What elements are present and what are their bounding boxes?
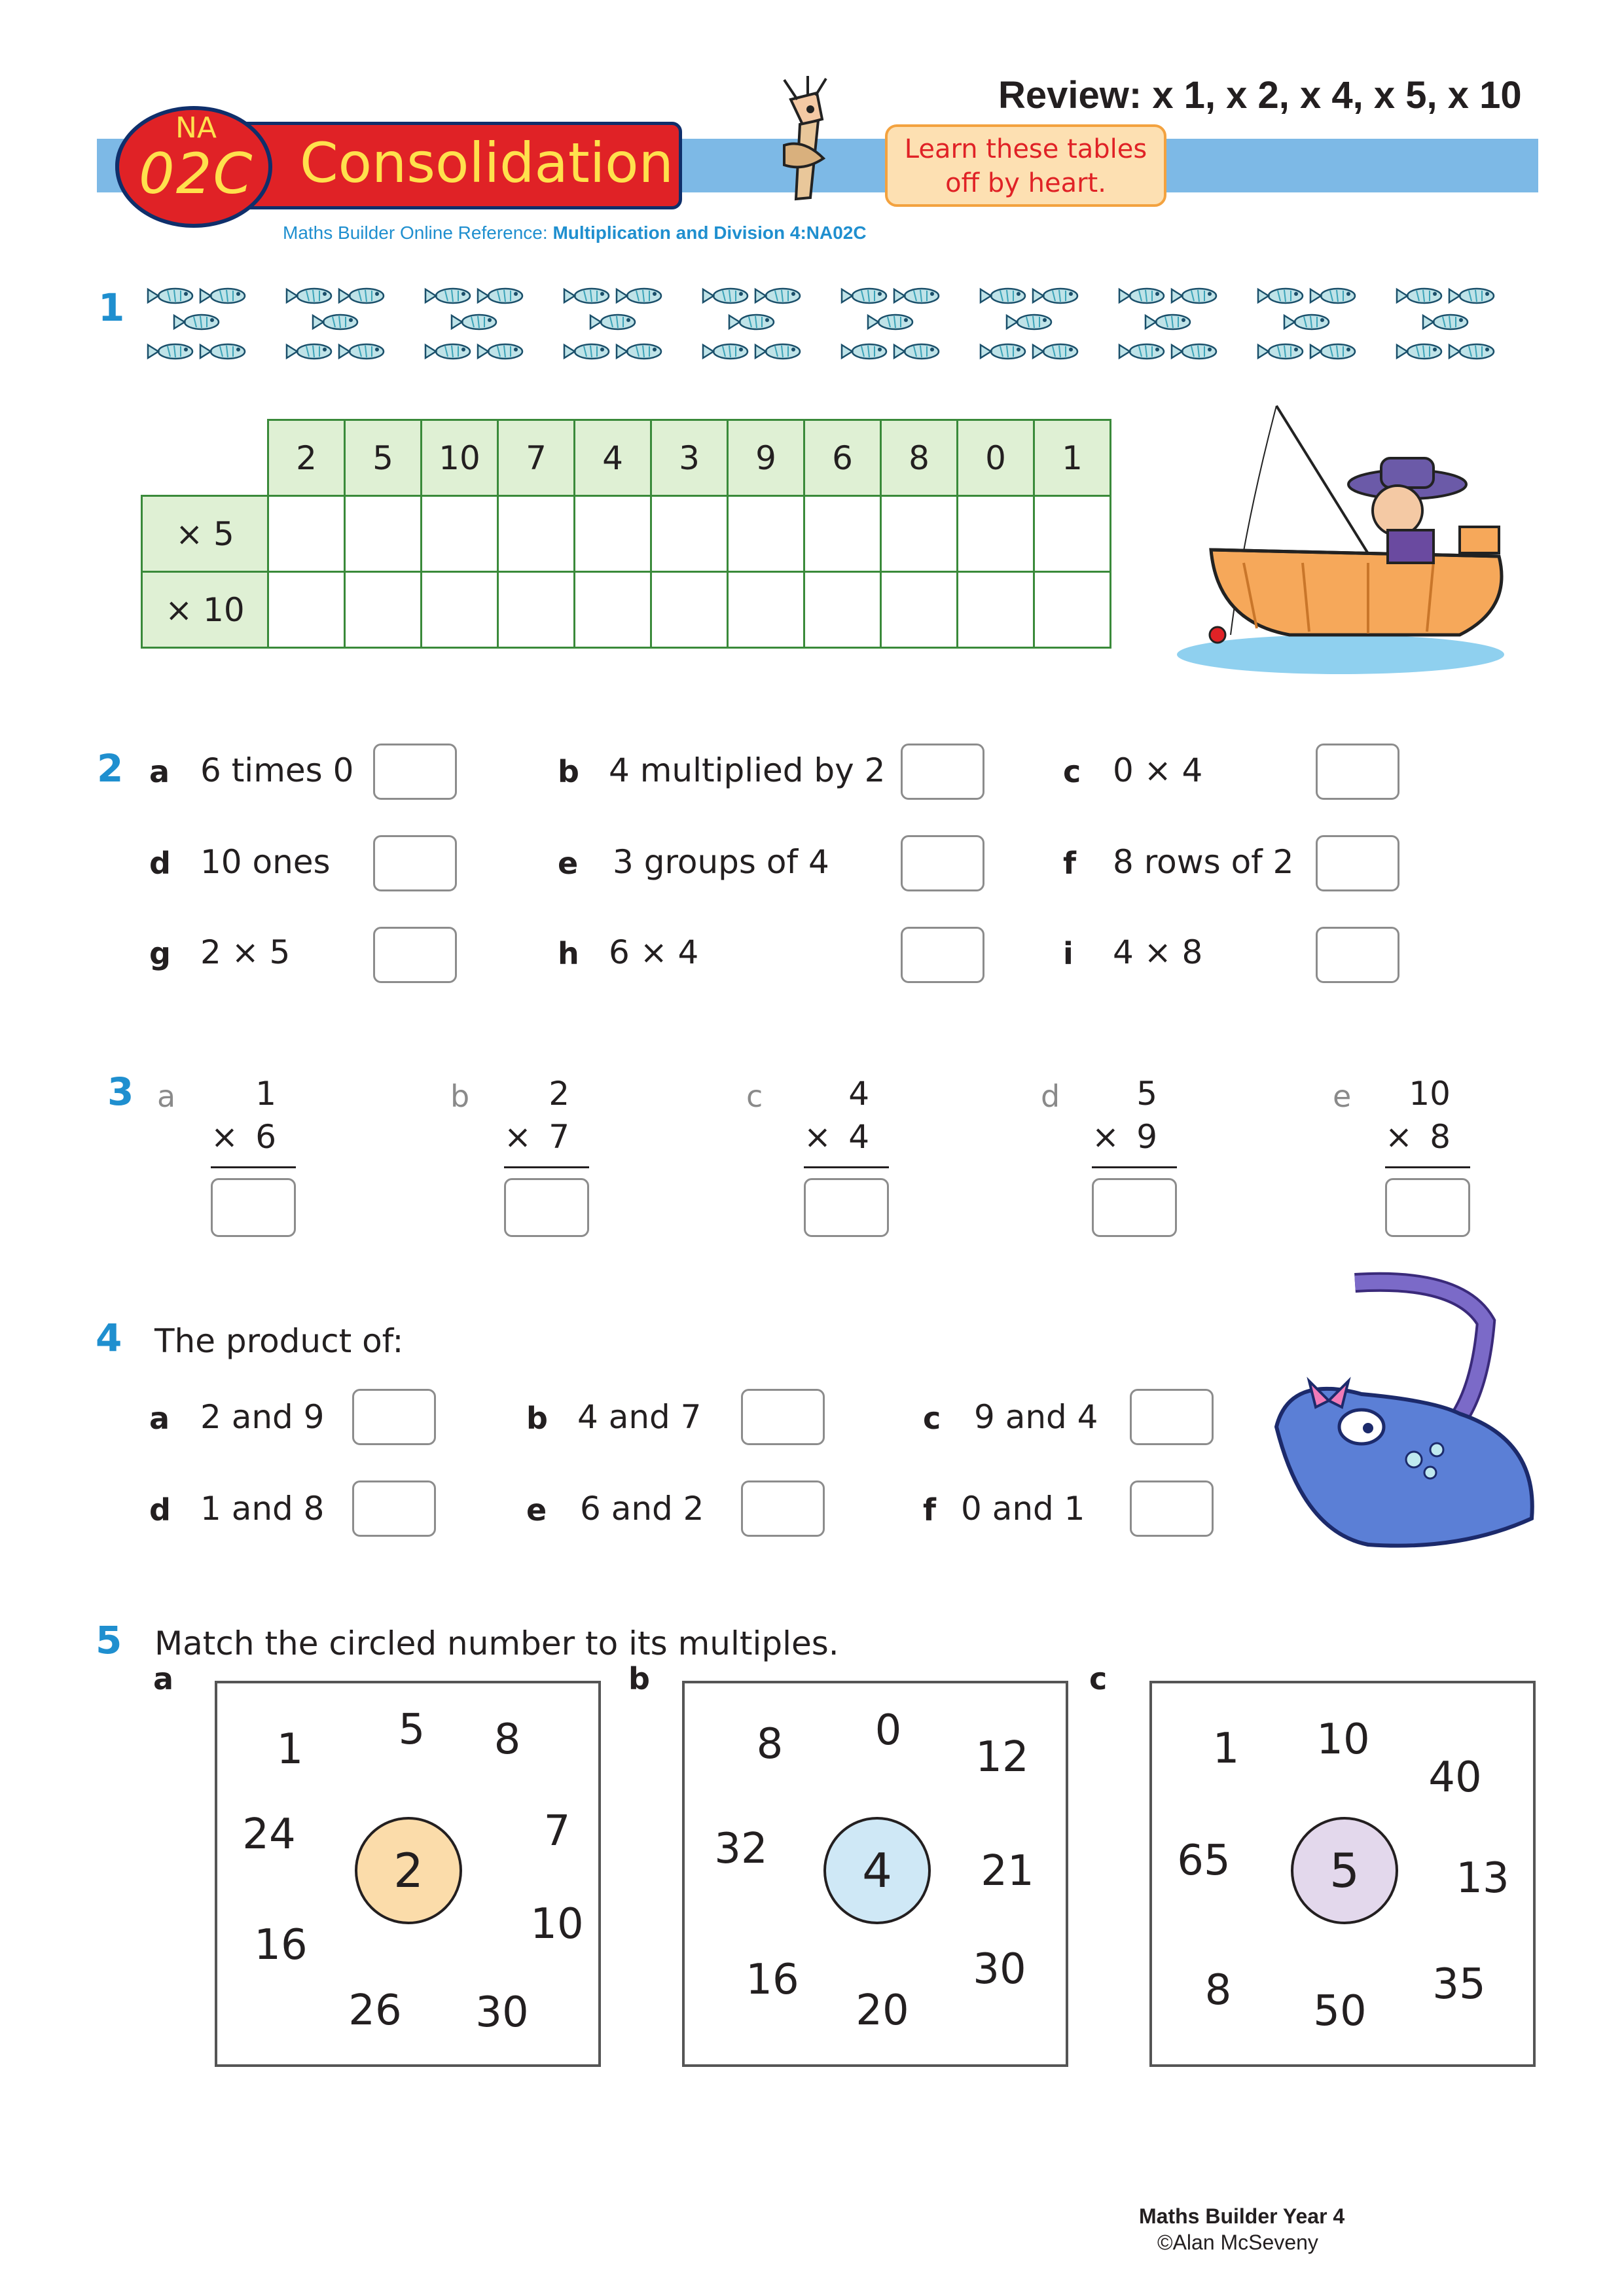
fish-illustration: [143, 281, 1530, 386]
circled-number: 2: [355, 1817, 462, 1924]
multiple-number[interactable]: 13: [1456, 1854, 1509, 1903]
box-letter: a: [153, 1661, 174, 1696]
fish-rows: [143, 281, 1530, 386]
item-letter: a: [149, 1401, 170, 1436]
multiple-number[interactable]: 35: [1432, 1960, 1486, 2009]
answer-cell[interactable]: [651, 496, 728, 572]
multiple-number[interactable]: 1: [1212, 1725, 1240, 1773]
multiple-number[interactable]: 30: [973, 1945, 1026, 1994]
answer-cell[interactable]: [422, 572, 498, 648]
answer-box[interactable]: [901, 744, 984, 800]
question-1-number: 1: [98, 285, 125, 330]
circled-number: 5: [1291, 1817, 1398, 1924]
question-4-prompt: The product of:: [154, 1322, 404, 1360]
pencil-mascot-illustration: [745, 73, 856, 204]
item-letter: c: [923, 1401, 941, 1436]
table-header-row: [142, 420, 1111, 496]
item-letter: d: [1041, 1079, 1060, 1114]
item-letter: a: [157, 1079, 176, 1114]
q2-item-text: 8 rows of 2: [1113, 843, 1294, 881]
answer-cell[interactable]: [804, 496, 881, 572]
item-letter: f: [923, 1492, 937, 1528]
answer-cell[interactable]: [728, 572, 804, 648]
item-letter: d: [149, 846, 171, 881]
multiples-box-a: [215, 1681, 601, 2067]
q2-item-text: 2 × 5: [200, 933, 291, 971]
answer-cell[interactable]: [268, 496, 345, 572]
item-letter: a: [149, 754, 170, 789]
times-operator: ×: [504, 1118, 532, 1156]
times-operator: ×: [1385, 1118, 1413, 1156]
answer-cell[interactable]: [498, 572, 575, 648]
q4-item-text: 6 and 2: [580, 1490, 704, 1528]
bottom-number: 8: [1430, 1118, 1451, 1156]
q4-item-text: 1 and 8: [200, 1490, 325, 1528]
multiple-number[interactable]: 10: [530, 1900, 584, 1948]
multiple-number[interactable]: 30: [475, 1988, 529, 2037]
table-corner: [142, 420, 268, 496]
times-operator: ×: [1092, 1118, 1119, 1156]
multiple-number[interactable]: 50: [1313, 1987, 1367, 2036]
q4-item-text: 0 and 1: [961, 1490, 1085, 1528]
item-letter: c: [1063, 754, 1081, 789]
multiple-number[interactable]: 24: [242, 1810, 296, 1859]
answer-cell[interactable]: [498, 496, 575, 572]
answer-cell[interactable]: [268, 572, 345, 648]
answer-box[interactable]: [901, 927, 984, 983]
answer-box[interactable]: [1130, 1389, 1214, 1445]
multiple-number[interactable]: 8: [494, 1715, 521, 1764]
reference-topic: Multiplication and Division 4:NA02C: [552, 223, 867, 243]
multiple-number[interactable]: 40: [1428, 1753, 1482, 1802]
table-header-cell: 5: [345, 420, 422, 496]
answer-box[interactable]: [373, 744, 457, 800]
multiple-number[interactable]: 8: [1204, 1966, 1232, 2015]
multiple-number[interactable]: 26: [348, 1986, 402, 2035]
badge-top-text: NA: [175, 111, 217, 145]
item-letter: b: [450, 1079, 470, 1114]
table-header-cell: 3: [651, 420, 728, 496]
multiple-number[interactable]: 0: [875, 1706, 902, 1755]
answer-box[interactable]: [741, 1389, 825, 1445]
row-label: × 5: [142, 496, 268, 572]
top-number: 5: [1136, 1075, 1157, 1113]
q2-item-text: 4 multiplied by 2: [609, 751, 886, 789]
sum-line: [1092, 1166, 1177, 1168]
multiple-number[interactable]: 16: [746, 1956, 799, 2004]
top-number: 2: [549, 1075, 569, 1113]
bottom-number: 9: [1136, 1118, 1157, 1156]
top-number: 10: [1409, 1075, 1451, 1113]
q2-item-text: 10 ones: [200, 843, 331, 881]
times-operator: ×: [211, 1118, 238, 1156]
footer-copyright: ©Alan McSeveny: [1157, 2231, 1318, 2254]
q4-item-text: 2 and 9: [200, 1398, 325, 1436]
multiple-number[interactable]: 32: [714, 1825, 768, 1873]
sum-line: [504, 1166, 589, 1168]
q2-item-text: 3 groups of 4: [613, 843, 829, 881]
item-letter: b: [526, 1401, 548, 1436]
item-letter: c: [746, 1079, 763, 1114]
answer-cell[interactable]: [804, 572, 881, 648]
item-letter: g: [149, 936, 171, 971]
answer-cell[interactable]: [1034, 496, 1111, 572]
tip-note: [885, 124, 1166, 207]
item-letter: b: [558, 754, 579, 789]
answer-box[interactable]: [741, 1480, 825, 1537]
row-label: × 10: [142, 572, 268, 648]
sum-line: [211, 1166, 296, 1168]
q2-item-text: 4 × 8: [1113, 933, 1203, 971]
answer-cell[interactable]: [881, 572, 958, 648]
answer-box[interactable]: [504, 1178, 589, 1237]
table-header-cell: 10: [422, 420, 498, 496]
top-number: 4: [848, 1075, 869, 1113]
multiples-box-c: [1149, 1681, 1536, 2067]
circled-number: 4: [823, 1817, 931, 1924]
bottom-number: 4: [848, 1118, 869, 1156]
bottom-number: 7: [549, 1118, 569, 1156]
answer-cell[interactable]: [958, 496, 1034, 572]
answer-cell[interactable]: [1034, 572, 1111, 648]
multiplication-table: [141, 419, 1111, 649]
answer-cell[interactable]: [958, 572, 1034, 648]
multiple-number[interactable]: 7: [543, 1807, 571, 1856]
fisherman-boat-illustration: [1172, 399, 1551, 681]
item-letter: h: [558, 936, 579, 971]
answer-box[interactable]: [1316, 835, 1399, 891]
item-letter: e: [1333, 1079, 1352, 1114]
review-title: Review: x 1, x 2, x 4, x 5, x 10: [998, 74, 1522, 117]
answer-cell[interactable]: [728, 496, 804, 572]
answer-box[interactable]: [1092, 1178, 1177, 1237]
q2-item-text: 6 times 0: [200, 751, 354, 789]
answer-box[interactable]: [211, 1178, 296, 1237]
multiple-number[interactable]: 8: [756, 1720, 784, 1768]
sum-line: [804, 1166, 889, 1168]
q4-item-text: 4 and 7: [577, 1398, 702, 1436]
times-operator: ×: [804, 1118, 831, 1156]
answer-box[interactable]: [1385, 1178, 1470, 1237]
question-4-number: 4: [96, 1316, 122, 1360]
bottom-number: 6: [255, 1118, 276, 1156]
multiple-number[interactable]: 16: [254, 1921, 308, 1969]
answer-cell[interactable]: [575, 496, 651, 572]
page-title: Consolidation: [300, 131, 674, 195]
table-header-cell: 4: [575, 420, 651, 496]
item-letter: f: [1063, 846, 1077, 881]
footer-book-title: Maths Builder Year 4: [1139, 2204, 1345, 2228]
table-header-cell: 1: [1034, 420, 1111, 496]
question-5-number: 5: [96, 1618, 122, 1662]
answer-box[interactable]: [373, 927, 457, 983]
tip-line-1: Learn these tables: [904, 134, 1147, 164]
stingray-illustration: [1263, 1270, 1545, 1564]
q2-item-text: 6 × 4: [609, 933, 699, 971]
answer-box[interactable]: [352, 1389, 436, 1445]
sum-line: [1385, 1166, 1470, 1168]
answer-cell[interactable]: [422, 496, 498, 572]
table-header-cell: 2: [268, 420, 345, 496]
multiple-number[interactable]: 1: [276, 1725, 304, 1774]
table-header-cell: 6: [804, 420, 881, 496]
multiple-number[interactable]: 5: [398, 1706, 425, 1754]
box-letter: b: [628, 1661, 650, 1696]
multiple-number[interactable]: 21: [981, 1847, 1034, 1895]
table-header-cell: 7: [498, 420, 575, 496]
reference-prefix: Maths Builder Online Reference:: [283, 223, 553, 243]
answer-box[interactable]: [1316, 744, 1399, 800]
multiple-number[interactable]: 20: [856, 1986, 909, 2035]
item-letter: d: [149, 1492, 171, 1528]
answer-cell[interactable]: [651, 572, 728, 648]
answer-cell[interactable]: [575, 572, 651, 648]
table-row-times-5: [142, 496, 1111, 572]
q2-item-text: 0 × 4: [1113, 751, 1203, 789]
multiples-box-b: [682, 1681, 1068, 2067]
online-reference: [283, 223, 867, 243]
answer-box[interactable]: [804, 1178, 889, 1237]
q4-item-text: 9 and 4: [974, 1398, 1098, 1436]
top-number: 1: [255, 1075, 276, 1113]
table-header-cell: 8: [881, 420, 958, 496]
answer-box[interactable]: [1316, 927, 1399, 983]
item-letter: e: [558, 846, 579, 881]
tip-line-2: off by heart.: [945, 168, 1106, 198]
multiple-number[interactable]: 65: [1177, 1837, 1231, 1885]
answer-box[interactable]: [373, 835, 457, 891]
question-3-number: 3: [107, 1069, 134, 1114]
answer-cell[interactable]: [345, 572, 422, 648]
table-header-cell: 0: [958, 420, 1034, 496]
answer-cell[interactable]: [345, 496, 422, 572]
table-header-cell: 9: [728, 420, 804, 496]
table-row-times-10: [142, 572, 1111, 648]
multiple-number[interactable]: 12: [975, 1733, 1029, 1782]
answer-box[interactable]: [352, 1480, 436, 1537]
question-5-prompt: Match the circled number to its multiples.: [154, 1624, 839, 1662]
item-letter: i: [1063, 936, 1074, 971]
question-2-number: 2: [97, 746, 124, 791]
answer-box[interactable]: [901, 835, 984, 891]
badge-code-text: 02C: [139, 141, 254, 207]
answer-box[interactable]: [1130, 1480, 1214, 1537]
multiple-number[interactable]: 10: [1316, 1715, 1370, 1764]
item-letter: e: [526, 1492, 547, 1528]
box-letter: c: [1089, 1661, 1108, 1696]
answer-cell[interactable]: [881, 496, 958, 572]
